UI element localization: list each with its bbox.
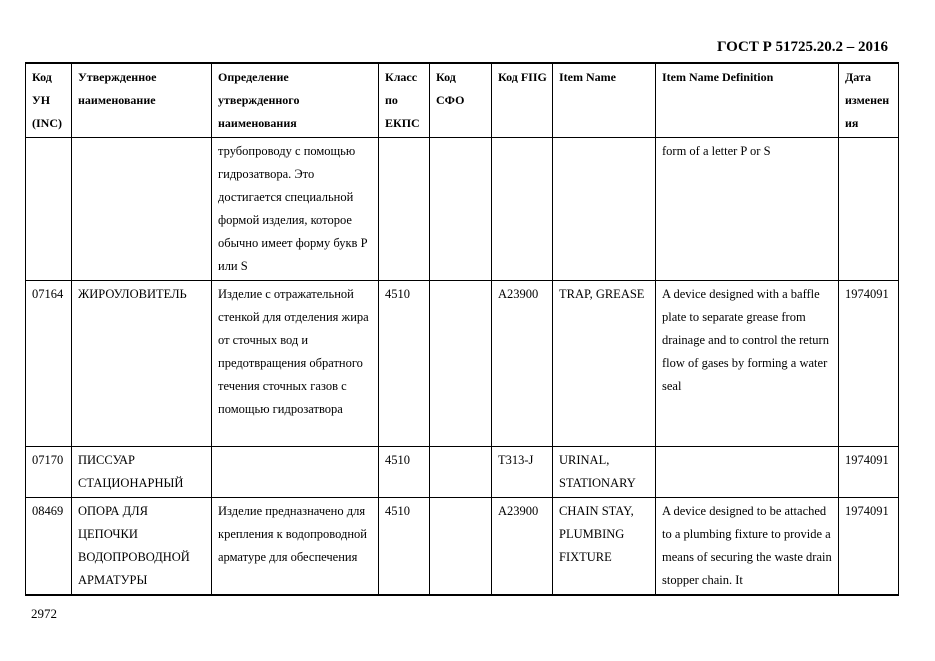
cell-approved-name: ПИССУАР СТАЦИОНАРНЫЙ xyxy=(72,447,212,498)
cell-item-name xyxy=(553,138,656,281)
cell-fiig-code xyxy=(492,138,553,281)
cell-ekps-class: 4510 xyxy=(379,281,430,447)
table-row xyxy=(26,498,899,596)
cell-change-date: 1974091 xyxy=(839,281,899,447)
col-header-change-date: Дата изменения xyxy=(839,63,899,138)
cell-item-name: CHAIN STAY, PLUMBING FIXTURE xyxy=(553,498,656,596)
cell-inc xyxy=(26,138,72,281)
cell-definition: трубопроводу с помощью гидрозатвора. Это достигается специальной формой изделия, которое обычно имеет форму букв Р или S xyxy=(212,138,379,281)
cell-inc: 07170 xyxy=(26,447,72,498)
cell-fiig-code: A23900 xyxy=(492,281,553,447)
col-header-item-definition: Item Name Definition xyxy=(656,63,839,138)
col-header-inc: Код УН (INC) xyxy=(26,63,72,138)
col-header-approved-name: Утвержденное наименование xyxy=(72,63,212,138)
col-header-fiig-code: Код FIIG xyxy=(492,63,553,138)
cell-sfo-code xyxy=(430,281,492,447)
cell-sfo-code xyxy=(430,498,492,596)
classification-table xyxy=(25,62,899,596)
col-header-item-name: Item Name xyxy=(553,63,656,138)
cell-item-name: TRAP, GREASE xyxy=(553,281,656,447)
table-row xyxy=(26,281,899,447)
cell-change-date: 1974091 xyxy=(839,498,899,596)
cell-fiig-code: T313-J xyxy=(492,447,553,498)
table-row xyxy=(26,447,899,498)
cell-ekps-class: 4510 xyxy=(379,447,430,498)
cell-change-date xyxy=(839,138,899,281)
cell-item-definition xyxy=(656,447,839,498)
cell-approved-name xyxy=(72,138,212,281)
cell-change-date: 1974091 xyxy=(839,447,899,498)
col-header-ekps-class: Класс по ЕКПС xyxy=(379,63,430,138)
cell-definition xyxy=(212,447,379,498)
cell-approved-name: ОПОРА ДЛЯ ЦЕПОЧКИ ВОДОПРОВОДНОЙ АРМАТУРЫ xyxy=(72,498,212,596)
cell-inc: 08469 xyxy=(26,498,72,596)
table-row xyxy=(26,138,899,281)
page-number: 2972 xyxy=(31,606,57,621)
cell-definition: Изделие предназначено для крепления к водопроводной арматуре для обеспечения xyxy=(212,498,379,596)
table-header-row xyxy=(26,63,899,138)
col-header-sfo-code: Код СФО xyxy=(430,63,492,138)
cell-ekps-class xyxy=(379,138,430,281)
cell-sfo-code xyxy=(430,447,492,498)
cell-definition: Изделие с отражательной стенкой для отделения жира от сточных вод и предотвращения обратного течения сточных газов с помощью гидрозатвора xyxy=(212,281,379,447)
cell-item-definition: A device designed to be attached to a plumbing fixture to provide a means of securing the waste drain stopper chain. It xyxy=(656,498,839,596)
col-header-definition: Определение утвержденного наименования xyxy=(212,63,379,138)
cell-inc: 07164 xyxy=(26,281,72,447)
cell-item-name: URINAL, STATIONARY xyxy=(553,447,656,498)
cell-item-definition: form of a letter P or S xyxy=(656,138,839,281)
document-header: ГОСТ Р 51725.20.2 – 2016 xyxy=(716,39,888,55)
cell-sfo-code xyxy=(430,138,492,281)
cell-fiig-code: A23900 xyxy=(492,498,553,596)
cell-approved-name: ЖИРОУЛОВИТЕЛЬ xyxy=(72,281,212,447)
cell-ekps-class: 4510 xyxy=(379,498,430,596)
cell-item-definition: A device designed with a baffle plate to separate grease from drainage and to control the return flow of gases by forming a water seal xyxy=(656,281,839,447)
